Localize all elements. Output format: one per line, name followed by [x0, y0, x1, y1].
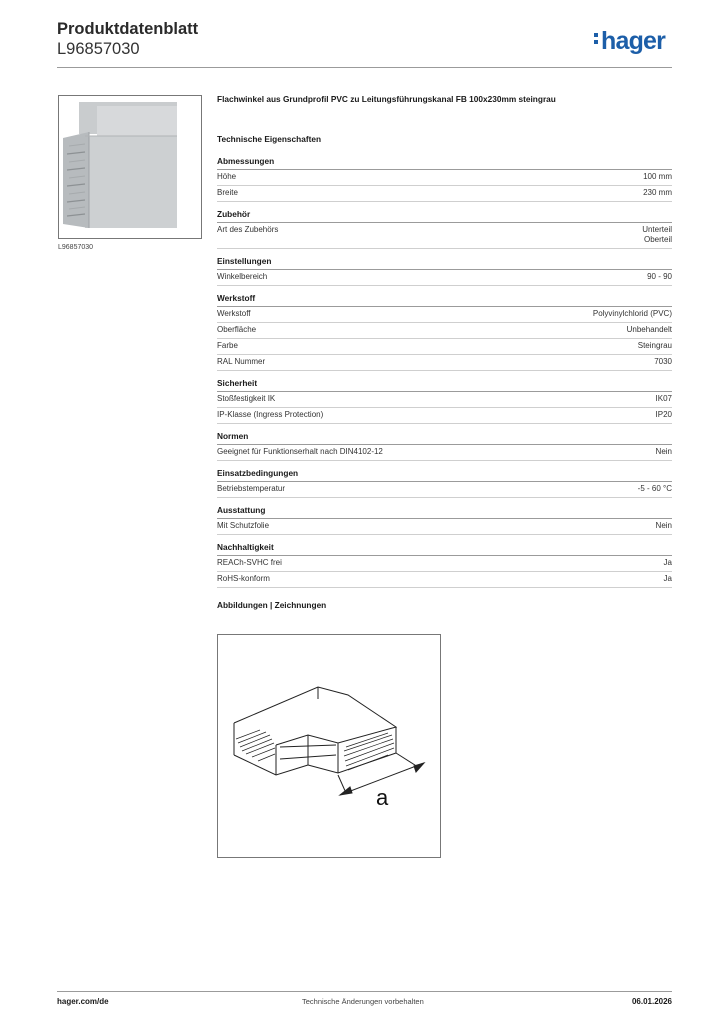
property-value	[656, 410, 672, 420]
section	[217, 156, 672, 202]
property-row	[217, 445, 672, 461]
section-title: Einsatzbedingungen	[217, 468, 672, 482]
section	[217, 542, 672, 588]
property-value-line: Ja	[663, 574, 672, 583]
property-row	[217, 323, 672, 339]
property-value	[638, 484, 672, 494]
section-title: Werkstoff	[217, 293, 672, 307]
property-label: IP-Klasse (Ingress Protection)	[217, 410, 324, 419]
footer-notice: Technische Änderungen vorbehalten	[302, 997, 424, 1006]
property-value	[654, 357, 672, 367]
property-label: Betriebstemperatur	[217, 484, 286, 493]
property-label: REACh-SVHC frei	[217, 558, 282, 567]
section	[217, 209, 672, 249]
property-value	[642, 225, 672, 245]
property-value-line: -5 - 60 °C	[637, 484, 672, 493]
property-value-line: Nein	[655, 447, 672, 456]
images-title: Abbildungen | Zeichnungen	[217, 600, 327, 610]
property-value-line: Oberteil	[643, 235, 672, 244]
thumbnail-caption: L96857030	[58, 244, 94, 251]
property-value-line: Ja	[663, 558, 672, 567]
section	[217, 378, 672, 424]
section	[217, 505, 672, 535]
product-content	[217, 94, 672, 610]
product-code: L96857030	[57, 40, 140, 58]
property-value-line: IK07	[655, 394, 672, 403]
property-row	[217, 339, 672, 355]
property-sections	[217, 156, 672, 588]
property-value	[664, 574, 672, 584]
dimension-label: a	[376, 785, 389, 810]
property-label: RoHS-konform	[217, 574, 270, 583]
property-value-line: 230 mm	[643, 188, 672, 197]
property-row	[217, 519, 672, 535]
section-title: Einstellungen	[217, 256, 672, 270]
product-description: Flachwinkel aus Grundprofil PVC zu Leitungsführungskanal FB 100x230mm steingrau	[217, 94, 556, 104]
angle-product-icon	[59, 96, 201, 238]
technical-drawing	[217, 634, 441, 858]
property-value	[593, 309, 672, 319]
property-label: RAL Nummer	[217, 357, 266, 366]
hager-logo	[594, 27, 665, 56]
property-row	[217, 572, 672, 588]
property-label: Farbe	[217, 341, 238, 350]
property-label: Mit Schutzfolie	[217, 521, 270, 530]
property-value-line: Unbehandelt	[626, 325, 672, 334]
property-row	[217, 556, 672, 572]
section-title: Ausstattung	[217, 505, 672, 519]
section	[217, 256, 672, 286]
footer-date: 06.01.2026	[631, 997, 672, 1006]
logo-dots-icon	[594, 30, 599, 47]
section-title: Normen	[217, 431, 672, 445]
property-row	[217, 482, 672, 498]
property-value-line: 7030	[654, 357, 672, 366]
property-value	[647, 272, 672, 282]
property-label: Höhe	[217, 172, 237, 181]
property-row	[217, 408, 672, 424]
section-title: Sicherheit	[217, 378, 672, 392]
section-title: Abmessungen	[217, 156, 672, 170]
property-row	[217, 223, 672, 249]
product-thumbnail	[58, 95, 202, 239]
technical-properties-title: Technische Eigenschaften	[217, 134, 322, 144]
section-title: Zubehör	[217, 209, 672, 223]
property-value	[656, 521, 672, 531]
property-value	[627, 325, 672, 335]
property-value-line: Unterteil	[642, 225, 672, 234]
property-value-line: 90 - 90	[647, 272, 672, 281]
property-value	[643, 188, 672, 198]
section	[217, 293, 672, 371]
property-value-line: Nein	[655, 521, 672, 530]
property-row	[217, 186, 672, 202]
angle-drawing-icon	[218, 635, 440, 857]
property-value-line: Polyvinylchlorid (PVC)	[592, 309, 672, 318]
property-label: Stoßfestigkeit IK	[217, 394, 276, 403]
property-label: Breite	[217, 188, 238, 197]
property-label: Oberfläche	[217, 325, 257, 334]
property-value	[656, 394, 672, 404]
property-value	[643, 172, 672, 182]
header-divider	[57, 67, 672, 68]
property-value-line: IP20	[655, 410, 672, 419]
property-value-line: 100 mm	[643, 172, 672, 181]
property-row	[217, 170, 672, 186]
property-label: Geeignet für Funktionserhalt nach DIN4102-12	[217, 447, 383, 456]
property-label: Art des Zubehörs	[217, 225, 279, 234]
property-row	[217, 307, 672, 323]
property-value-line: Steingrau	[637, 341, 672, 350]
property-value	[664, 558, 672, 568]
property-label: Winkelbereich	[217, 272, 268, 281]
section-title: Nachhaltigkeit	[217, 542, 672, 556]
section	[217, 431, 672, 461]
section	[217, 468, 672, 498]
property-row	[217, 270, 672, 286]
footer-website[interactable]: hager.com/de	[57, 997, 109, 1006]
page-title: Produktdatenblatt	[57, 20, 199, 38]
property-label: Werkstoff	[217, 309, 251, 318]
property-value	[638, 341, 672, 351]
property-row	[217, 392, 672, 408]
property-row	[217, 355, 672, 371]
brand-name: hager	[601, 27, 666, 55]
footer-divider	[57, 991, 672, 992]
property-value	[656, 447, 672, 457]
